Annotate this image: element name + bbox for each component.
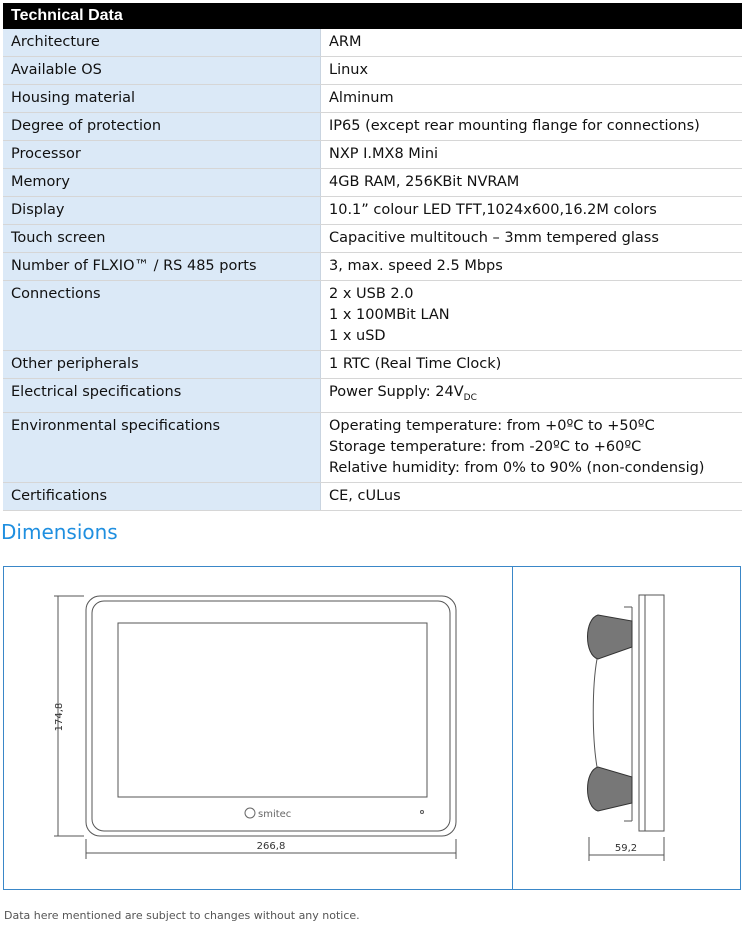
table-header: Technical Data <box>3 3 742 29</box>
panel-outer-outline <box>86 596 456 836</box>
side-mount-bottom <box>588 767 633 811</box>
table-row <box>3 412 742 482</box>
spec-value <box>321 169 743 197</box>
spec-label: Certifications <box>3 482 321 510</box>
table-row <box>3 281 742 351</box>
table-row <box>3 141 742 169</box>
table-row <box>3 379 742 413</box>
spec-value-line: CE, cULus <box>329 487 401 504</box>
spec-label: Connections <box>3 281 321 351</box>
spec-label: Processor <box>3 141 321 169</box>
depth-dimension-label: 59,2 <box>614 843 638 854</box>
spec-value <box>321 281 743 351</box>
spec-label: Number of FLXIO™ / RS 485 ports <box>3 253 321 281</box>
spec-value-line: 1 RTC (Real Time Clock) <box>329 356 502 372</box>
spec-value-line: Storage temperature: from -20ºC to +60ºC <box>329 438 642 455</box>
table-row <box>3 113 742 141</box>
spec-value <box>321 253 743 281</box>
spec-label: Environmental specifications <box>3 412 321 482</box>
spec-value <box>321 141 743 169</box>
spec-label: Housing material <box>3 85 321 113</box>
brand-logo <box>245 808 291 820</box>
spec-value-line: Power Supply: $24V_{DC}$ <box>329 384 477 403</box>
height-dimension-label: 174,8 <box>54 702 65 732</box>
table-row <box>3 29 742 57</box>
table-row <box>3 169 742 197</box>
spec-value <box>321 85 743 113</box>
technical-drawing <box>4 567 742 891</box>
spec-label: Other peripherals <box>3 351 321 379</box>
footnote: Data here mentioned are subject to changes without any notice. <box>4 909 360 922</box>
table-row <box>3 85 742 113</box>
spec-label: Architecture <box>3 29 321 57</box>
spec-value-line: 1 x 100MBit LAN <box>329 307 450 323</box>
spec-value <box>321 379 743 413</box>
side-mount-top <box>588 615 633 659</box>
spec-value <box>321 351 743 379</box>
spec-value <box>321 412 743 482</box>
spec-value <box>321 225 743 253</box>
spec-value-line: ARM <box>329 34 362 50</box>
spec-value-line: 1 x uSD <box>329 328 386 344</box>
spec-label: Electrical specifications <box>3 379 321 413</box>
table-row <box>3 197 742 225</box>
table-row <box>3 225 742 253</box>
spec-label: Available OS <box>3 57 321 85</box>
dimensions-title: Dimensions <box>1 520 118 544</box>
led-indicator <box>421 811 424 814</box>
spec-value <box>321 482 743 510</box>
table-row <box>3 351 742 379</box>
spec-value-line: Alminum <box>329 90 394 106</box>
table-row <box>3 253 742 281</box>
spec-value-line: 10.1” colour LED TFT,1024x600,16.2M colors <box>329 202 657 218</box>
spec-value-line: Capacitive multitouch – 3mm tempered glass <box>329 230 659 246</box>
dimensions-drawing <box>3 566 741 890</box>
table-row <box>3 482 742 510</box>
spec-value-subscript: DC <box>463 392 477 403</box>
spec-value <box>321 197 743 225</box>
spec-value-line: Operating temperature: from +0ºC to +50ºC <box>329 417 655 434</box>
spec-value-line: Linux <box>329 62 369 78</box>
brand-logo-text: smitec <box>258 809 292 820</box>
spec-value <box>321 113 743 141</box>
width-dimension-label: 266,8 <box>256 841 286 852</box>
spec-rows <box>3 29 742 511</box>
spec-value-line: NXP I.MX8 Mini <box>329 146 439 162</box>
screen-area <box>118 623 427 797</box>
table-row <box>3 57 742 85</box>
spec-label: Degree of protection <box>3 113 321 141</box>
spec-label: Memory <box>3 169 321 197</box>
technical-data-table <box>3 3 742 511</box>
spec-value <box>321 29 743 57</box>
spec-value-line: IP65 (except rear mounting flange for connections) <box>329 118 700 134</box>
spec-value-line: 3, max. speed 2.5 Mbps <box>329 258 503 274</box>
side-flange <box>639 595 664 831</box>
spec-label: Touch screen <box>3 225 321 253</box>
spec-value-line: 2 x USB 2.0 <box>329 286 414 302</box>
spec-value-line: 4GB RAM, 256KBit NVRAM <box>329 174 520 190</box>
spec-label: Display <box>3 197 321 225</box>
spec-value <box>321 57 743 85</box>
spec-value-line: Relative humidity: from 0% to 90% (non-condensig) <box>329 459 705 476</box>
